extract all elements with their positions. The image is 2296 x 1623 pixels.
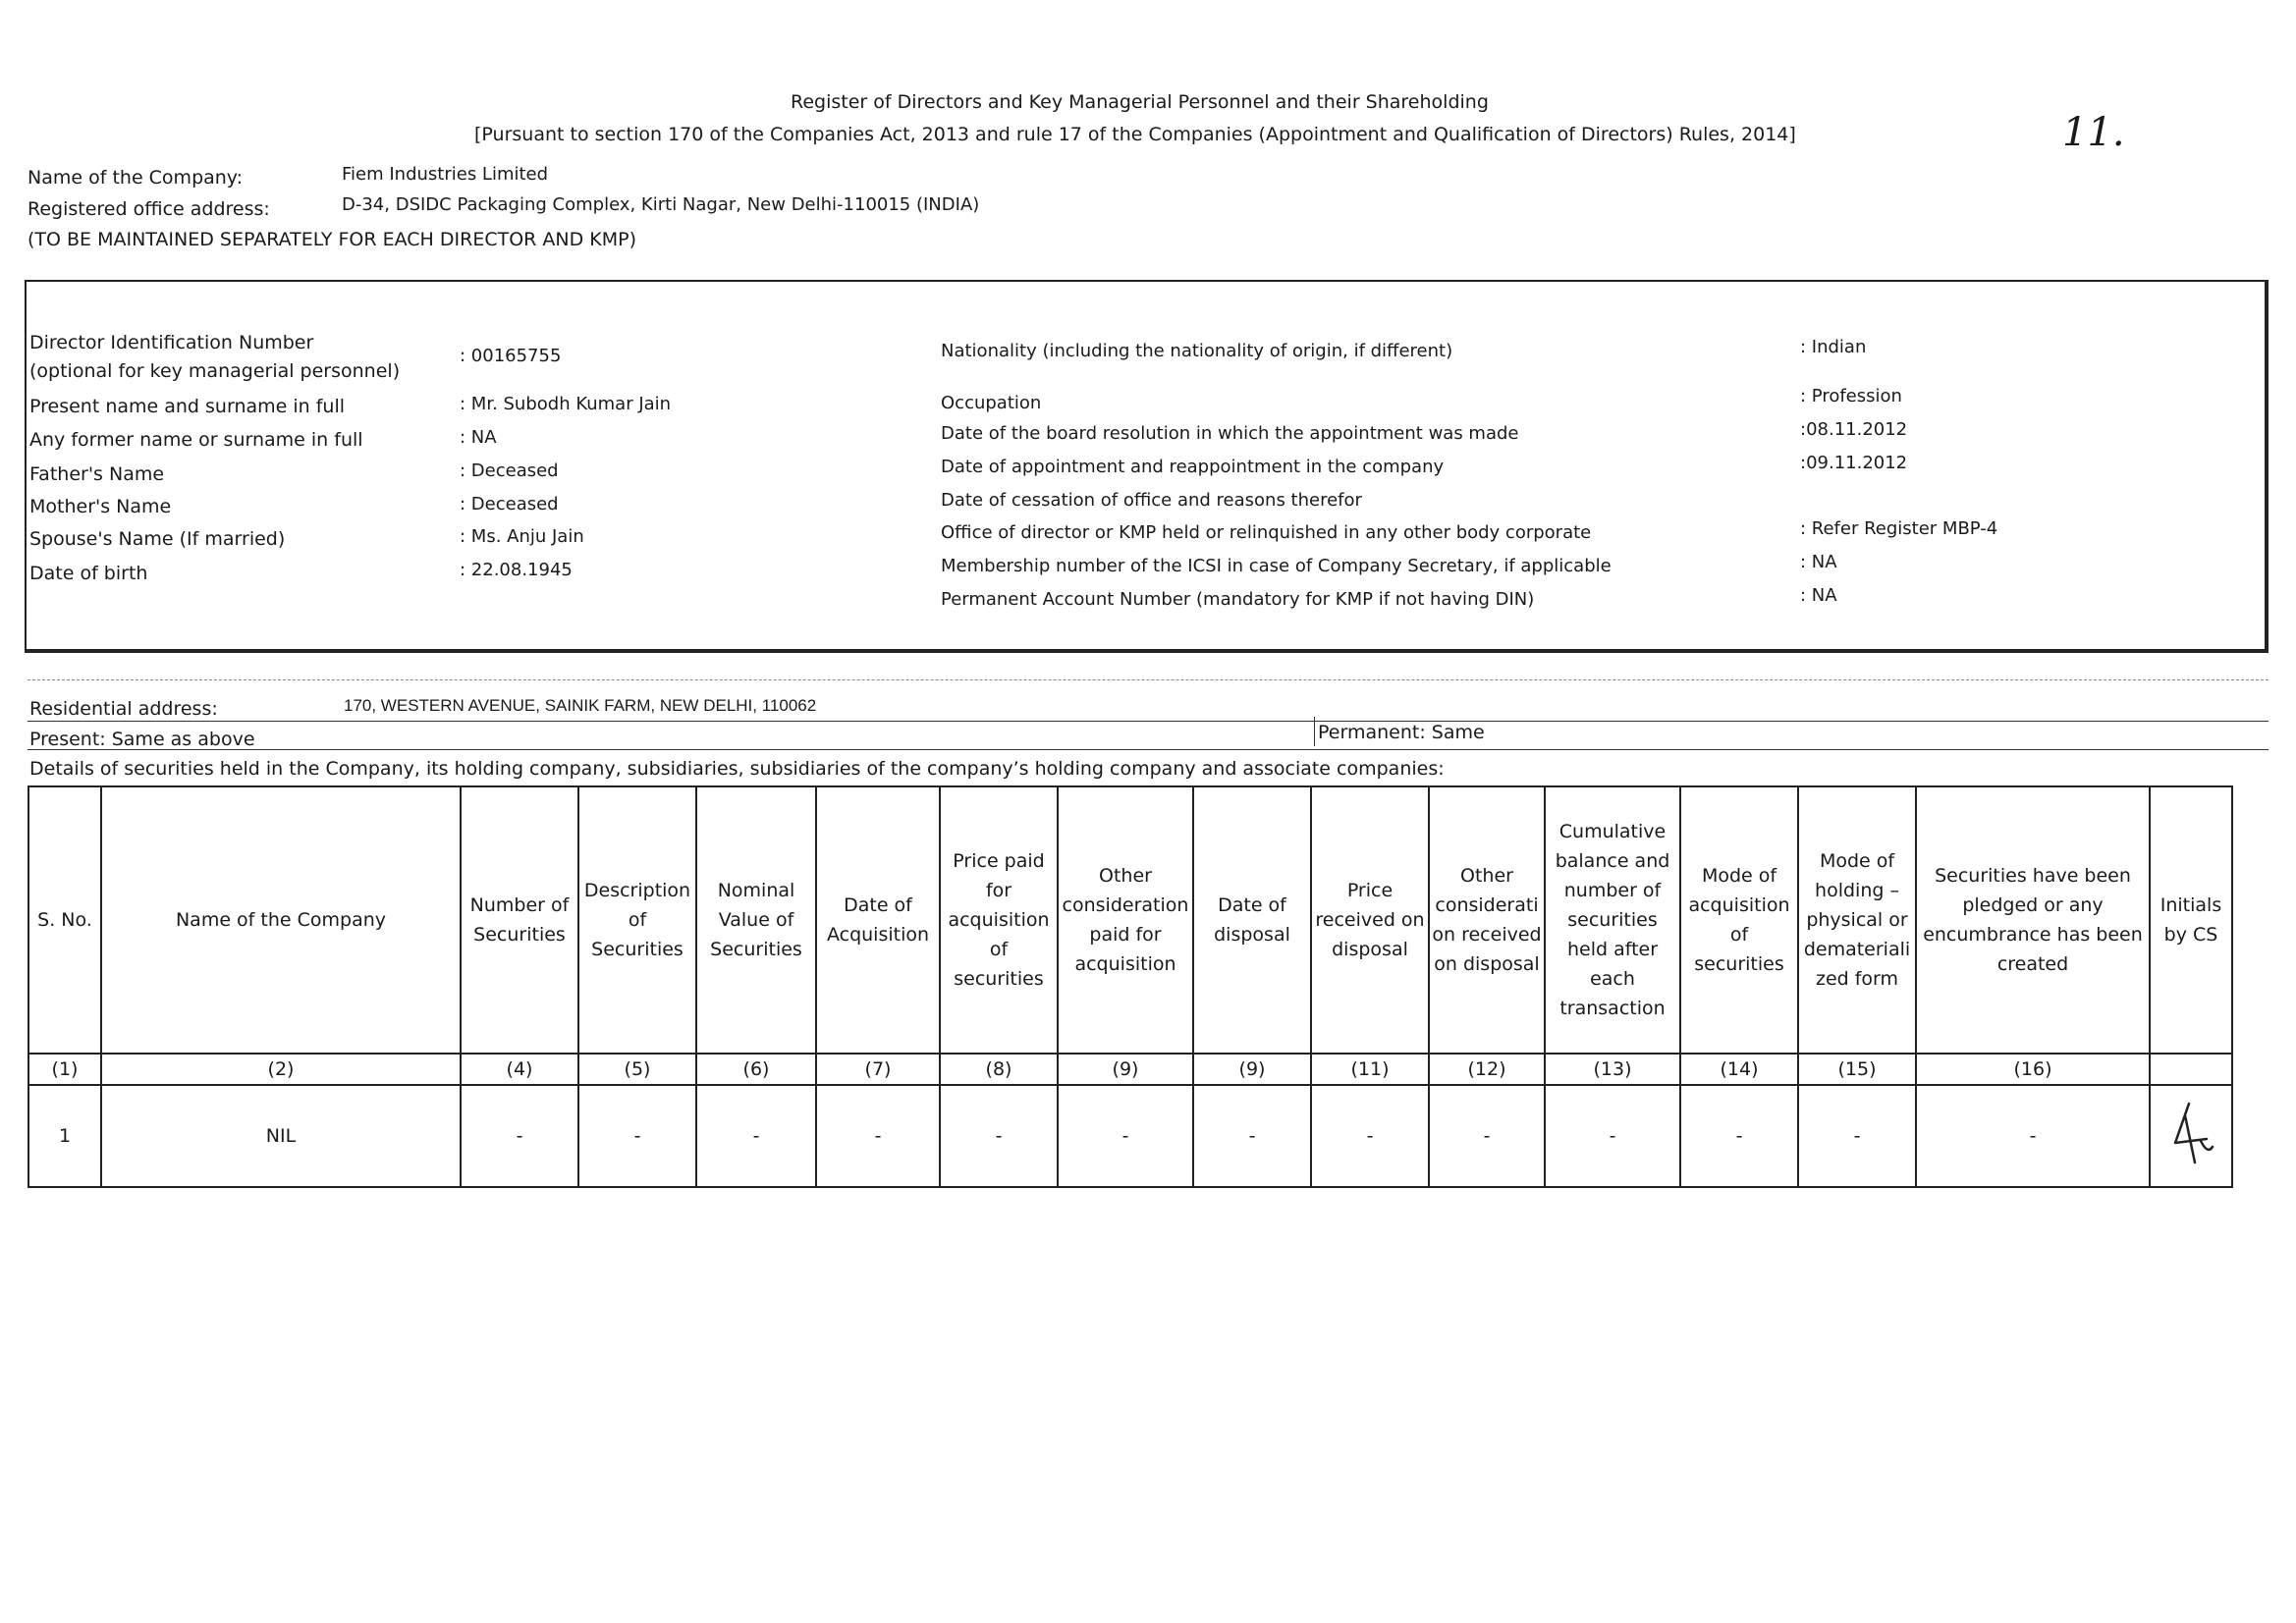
divider — [1314, 717, 1315, 746]
initials-signature — [2161, 1098, 2220, 1166]
column-header: Initials by CS — [2150, 786, 2232, 1054]
occupation-value: : Profession — [1800, 386, 1902, 406]
pan-label: Permanent Account Number (mandatory for KMP if not having DIN) — [941, 589, 1535, 610]
father-name-label: Father's Name — [29, 463, 165, 485]
divider — [27, 679, 2269, 680]
appointment-date-label: Date of appointment and reappointment in the company — [941, 457, 1445, 477]
table-cell: - — [1545, 1085, 1680, 1187]
table-cell: - — [1429, 1085, 1545, 1187]
office-address-label: Registered office address: — [27, 198, 270, 220]
office-address-value: D-34, DSIDC Packaging Complex, Kirti Nagar, New Delhi-110015 (INDIA) — [342, 194, 980, 215]
spouse-name-value: : Ms. Anju Jain — [460, 526, 584, 547]
register-subtitle: [Pursuant to section 170 of the Companies Act, 2013 and rule 17 of the Companies (Appointment and Qualification of Directors) Rules, 2014] — [474, 124, 1796, 145]
column-number: (1) — [28, 1054, 101, 1085]
table-header-row — [28, 786, 2232, 1054]
table-cell: - — [1680, 1085, 1798, 1187]
column-number: (5) — [578, 1054, 696, 1085]
initials-cell — [2150, 1085, 2232, 1187]
icsi-membership-value: : NA — [1800, 552, 1837, 572]
din-label-line1: Director Identification Number — [29, 332, 314, 353]
company-name-label: Name of the Company: — [27, 167, 244, 189]
column-number: (9) — [1058, 1054, 1193, 1085]
register-title: Register of Directors and Key Managerial Personnel and their Shareholding — [791, 91, 1489, 113]
column-number: (16) — [1916, 1054, 2150, 1085]
table-cell: - — [461, 1085, 578, 1187]
column-header: Mode of acquisition of securities — [1680, 786, 1798, 1054]
former-name-value: : NA — [460, 427, 497, 448]
din-label-line2: (optional for key managerial personnel) — [29, 360, 401, 382]
former-name-label: Any former name or surname in full — [29, 429, 363, 451]
column-number: (2) — [101, 1054, 461, 1085]
column-header: Securities have been pledged or any encumbrance has been created — [1916, 786, 2150, 1054]
column-number: (13) — [1545, 1054, 1680, 1085]
table-cell: - — [696, 1085, 816, 1187]
permanent-address: Permanent: Same — [1318, 722, 1485, 743]
residential-address-value: 170, WESTERN AVENUE, SAINIK FARM, NEW DELHI, 110062 — [344, 696, 817, 715]
nationality-label: Nationality (including the nationality of origin, if different) — [941, 341, 1453, 361]
table-cell: NIL — [101, 1085, 461, 1187]
column-number: (11) — [1311, 1054, 1429, 1085]
table-cell: - — [816, 1085, 940, 1187]
column-number: (15) — [1798, 1054, 1916, 1085]
column-header: S. No. — [28, 786, 101, 1054]
column-number: (7) — [816, 1054, 940, 1085]
column-number: (9) — [1193, 1054, 1311, 1085]
table-cell: - — [940, 1085, 1058, 1187]
column-header: Number of Securities — [461, 786, 578, 1054]
residential-address-label: Residential address: — [29, 698, 218, 720]
pan-value: : NA — [1800, 585, 1837, 606]
other-office-label: Office of director or KMP held or relinquished in any other body corporate — [941, 522, 1592, 543]
column-header: Price received on disposal — [1311, 786, 1429, 1054]
column-number: (4) — [461, 1054, 578, 1085]
column-header: Name of the Company — [101, 786, 461, 1054]
other-office-value: : Refer Register MBP-4 — [1800, 518, 1998, 539]
securities-intro: Details of securities held in the Company, its holding company, subsidiaries, subsidiaries of the company’s holding company and associate companies: — [29, 758, 1445, 780]
column-header: Other considerati on received on disposal — [1429, 786, 1545, 1054]
dob-label: Date of birth — [29, 563, 148, 584]
column-number: (12) — [1429, 1054, 1545, 1085]
nationality-value: : Indian — [1800, 337, 1867, 357]
table-cell: 1 — [28, 1085, 101, 1187]
dob-value: : 22.08.1945 — [460, 560, 573, 580]
present-address: Present: Same as above — [29, 729, 255, 750]
father-name-value: : Deceased — [460, 460, 559, 481]
column-number — [2150, 1054, 2232, 1085]
table-cell: - — [1916, 1085, 2150, 1187]
present-name-label: Present name and surname in full — [29, 396, 346, 417]
column-number-row — [28, 1054, 2232, 1085]
maintenance-note: (TO BE MAINTAINED SEPARATELY FOR EACH DIRECTOR AND KMP) — [27, 229, 636, 250]
column-header: Nominal Value of Securities — [696, 786, 816, 1054]
board-resolution-label: Date of the board resolution in which the appointment was made — [941, 423, 1519, 444]
icsi-membership-label: Membership number of the ICSI in case of Company Secretary, if applicable — [941, 556, 1612, 576]
table-cell: - — [1311, 1085, 1429, 1187]
din-label — [29, 329, 400, 386]
spouse-name-label: Spouse's Name (If married) — [29, 528, 286, 550]
column-header: Description of Securities — [578, 786, 696, 1054]
company-name-value: Fiem Industries Limited — [342, 164, 549, 185]
column-header: Price paid for acquisition of securities — [940, 786, 1058, 1054]
divider — [27, 749, 2269, 750]
appointment-date-value: :09.11.2012 — [1800, 453, 1908, 473]
board-resolution-value: :08.11.2012 — [1800, 419, 1908, 440]
column-header: Mode of holding – physical or demateriali zed form — [1798, 786, 1916, 1054]
present-name-value: : Mr. Subodh Kumar Jain — [460, 394, 672, 414]
column-number: (8) — [940, 1054, 1058, 1085]
din-value: : 00165755 — [460, 346, 562, 366]
column-header: Other consideration paid for acquisition — [1058, 786, 1193, 1054]
occupation-label: Occupation — [941, 393, 1042, 413]
column-number: (6) — [696, 1054, 816, 1085]
table-cell: - — [1798, 1085, 1916, 1187]
column-number: (14) — [1680, 1054, 1798, 1085]
column-header: Cumulative balance and number of securities held after each transaction — [1545, 786, 1680, 1054]
mother-name-label: Mother's Name — [29, 496, 172, 517]
table-row — [28, 1085, 2232, 1187]
table-cell: - — [1058, 1085, 1193, 1187]
cessation-label: Date of cessation of office and reasons therefor — [941, 490, 1362, 511]
column-header: Date of Acquisition — [816, 786, 940, 1054]
page-mark: 11. — [2062, 110, 2125, 155]
table-cell: - — [578, 1085, 696, 1187]
divider — [27, 721, 2269, 722]
column-header: Date of disposal — [1193, 786, 1311, 1054]
securities-table — [27, 785, 2233, 1188]
mother-name-value: : Deceased — [460, 494, 559, 514]
table-cell: - — [1193, 1085, 1311, 1187]
